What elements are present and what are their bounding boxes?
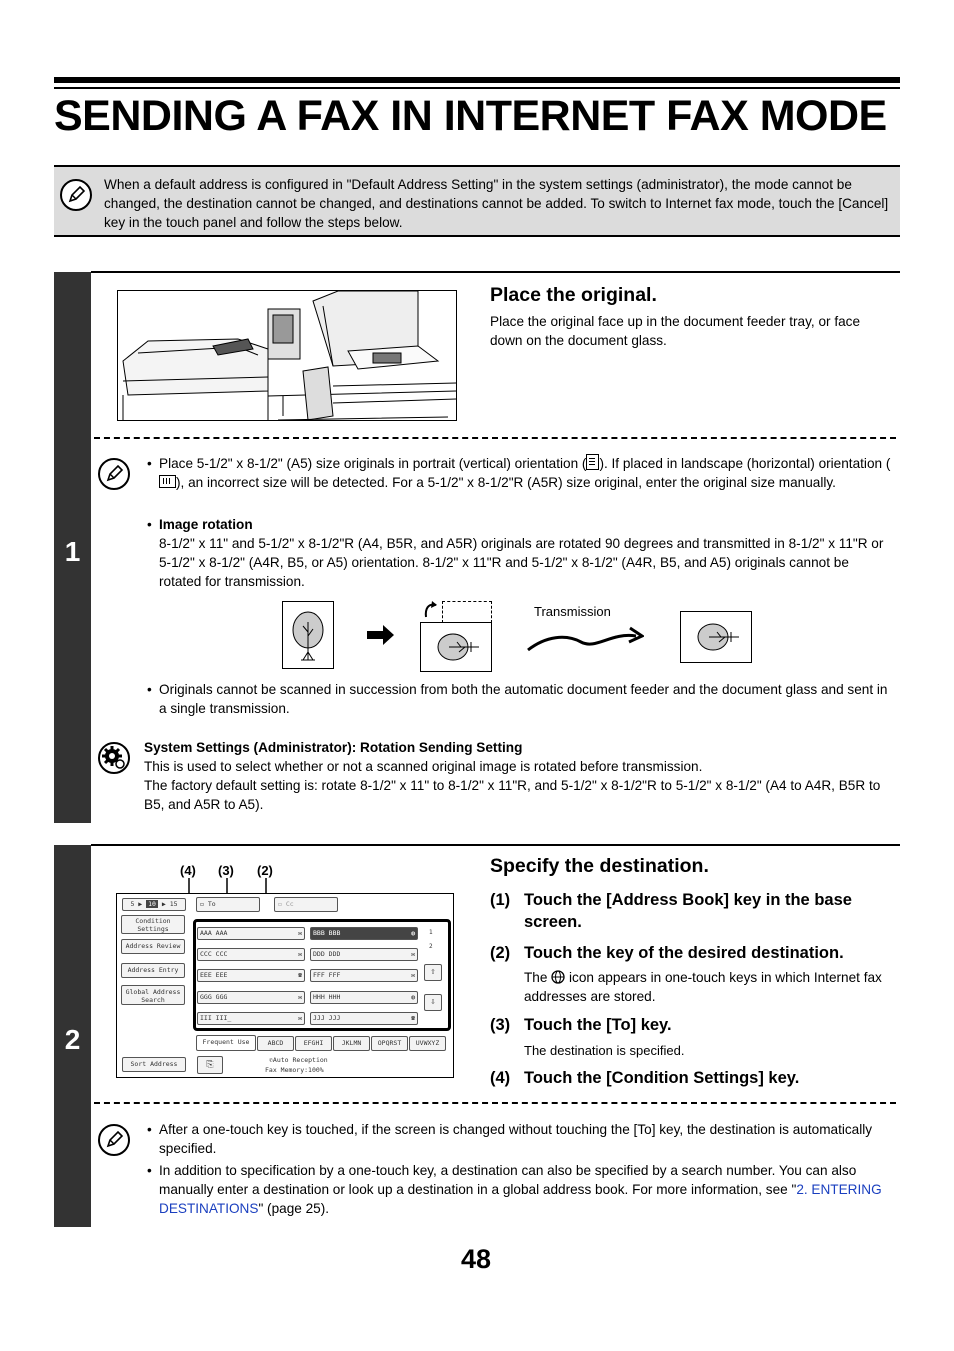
job-status-icon: ⎘ [206,1060,214,1070]
system-settings-line1: This is used to select whether or not a scanned original image is rotated before transmission. [144,759,703,774]
key-label: FFF FFF [313,971,341,979]
destination-key-ddd[interactable] [310,948,418,961]
to-button[interactable]: ▭ To [196,897,260,912]
item-number: (2) [490,944,511,962]
page-indicator-2: 2 [429,943,433,950]
step1-bullet-succession [147,680,894,718]
address-entry-button[interactable]: Address Entry [121,963,185,978]
bullet-dot: • [147,456,152,471]
right-arrow-icon [367,624,395,651]
up-arrow-icon: ⇧ [430,967,436,977]
mail-icon: ✉ [298,993,302,1001]
status-auto-reception [269,1056,328,1064]
job-status-button[interactable] [197,1056,223,1074]
callout-2: (2) [257,863,273,878]
step1-sidebar [54,272,91,823]
tab-uvwxyz[interactable]: UVWXYZ [409,1036,446,1051]
transmission-label: Transmission [534,604,611,619]
key-label: JJJ JJJ [313,1014,341,1022]
mail-icon: ✉ [411,950,415,958]
step2-heading: Specify the destination. [490,855,709,877]
bullet-text: " (page 25). [258,1201,330,1216]
bullet-text: In addition to specification by a one-touch key, a destination can also be specified by a search number. You can also manually enter a destination or look up a destination in a global address book. For more information, see " [159,1163,857,1197]
internet-fax-globe-icon [551,969,565,985]
rotation-title: Image rotation [159,517,253,532]
bullet-text: Originals cannot be scanned in succession from both the automatic document feeder and the document glass and sent in a single transmission. [159,682,888,716]
destination-key-jjj[interactable] [310,1012,418,1025]
status-fax-memory: Fax Memory:100% [265,1066,324,1074]
key-label: EEE EEE [200,971,228,979]
global-address-search-button[interactable]: Global Address Search [121,985,185,1005]
intro-note [54,165,900,237]
mail-icon: ✉ [411,971,415,979]
key-label: BBB BBB [313,929,341,937]
step2-item-4 [490,1067,890,1089]
item-text: Touch the [Address Book] key in the base screen. [524,891,852,931]
intro-note-text: When a default address is configured in "Default Address Setting" in the system settings (administrator), the mode cannot be changed, the destination cannot be changed, and destinations cannot be added. To switch to Internet fax mode, touch the [Cancel] key in the touch panel and follow the steps below. [104,177,889,230]
transmission-arrow-icon [526,622,644,661]
step1-heading: Place the original. [490,284,657,306]
scroll-down-button[interactable] [424,994,442,1011]
bullet-dot: • [147,1163,152,1178]
item-number: (3) [490,1016,511,1034]
step2-divider [94,1102,896,1104]
globe-icon: ◍ [411,929,415,937]
step2-bullet-auto-specify [147,1120,894,1158]
tab-jklmn[interactable]: JKLMN [333,1036,370,1051]
condition-settings-button[interactable]: Condition Settings [121,915,185,934]
destination-key-ggg[interactable] [197,991,305,1004]
sort-address-button[interactable]: Sort Address [122,1057,186,1072]
step2-sidebar [54,845,91,1227]
step1-divider [94,437,896,439]
rotation-outline [442,601,492,623]
callout-4: (4) [180,863,196,878]
down-arrow-icon: ⇩ [430,997,436,1007]
destination-key-fff[interactable] [310,969,418,982]
tree-icon [681,612,751,662]
phone-icon: ✆ [269,1056,273,1064]
mail-icon: ✉ [298,950,302,958]
rotated-page [420,622,492,672]
globe-icon: ◍ [411,993,415,1001]
original-portrait-page [282,601,334,669]
bullet-text: ), an incorrect size will be detected. For a 5-1/2" x 8-1/2"R (A5R) size original, enter the original size manually. [176,475,836,490]
step1-body: Place the original face up in the document feeder tray, or face down on the document glass. [490,314,861,348]
step2-item-1 [490,889,890,933]
step2-bullet-search [147,1161,894,1218]
mail-icon: ✉ [298,929,302,937]
key-label: GGG GGG [200,993,228,1001]
title-rule-top [54,77,900,83]
system-settings-gear-icon [98,742,130,774]
received-page [680,611,752,663]
key-label: AAA AAA [200,929,228,937]
key-label: HHH HHH [313,993,341,1001]
tree-icon [283,602,333,668]
phone-icon: ☎ [298,971,302,979]
bullet-dot: • [147,517,152,532]
note-text: The [524,970,548,985]
destination-key-aaa[interactable] [197,927,305,940]
scroll-up-button[interactable] [424,964,442,981]
portrait-orientation-icon [586,454,599,470]
system-settings-block [144,738,894,814]
pencil-icon [98,458,130,490]
key-label: DDD DDD [313,950,341,958]
destination-key-eee[interactable] [197,969,305,982]
step1-number: 1 [64,536,81,567]
callout-3: (3) [218,863,234,878]
copier-illustration [117,290,457,421]
destination-key-iii[interactable] [197,1012,305,1025]
step1-bullet-portrait [147,454,894,492]
destination-key-hhh[interactable] [310,991,418,1004]
system-settings-line2: The factory default setting is: rotate 8-1/2" x 11" to 8-1/2" x 11"R, and 5-1/2" x 8-1/2"R to 5-1/2" x 8-1/2" (A4 to A4R, B5R to B5, and A5R to A5). [144,778,881,812]
to-label: To [207,900,216,908]
page-title: SENDING A FAX IN INTERNET FAX MODE [54,92,887,140]
mail-icon: ✉ [298,1014,302,1022]
pencil-icon [60,179,92,211]
rotation-text: 8-1/2" x 11" and 5-1/2" x 8-1/2"R (A4, B5R, and A5R) originals are rotated 90 degrees and transmitted in 8-1/2" x 11"R or 5-1/2" x 8-1/2" (A4R, B5, or A5) orientation. 8-1/2" x 11"R and 5-1/2" x 8-1/2" (A4R, B5, and A5) originals cannot be rotated for transmission. [159,536,884,589]
step2-number: 2 [64,1024,81,1055]
bullet-text: Place 5-1/2" x 8-1/2" (A5) size originals in portrait (vertical) orientation ( [159,456,587,471]
item-number: (4) [490,1069,511,1087]
item-text: Touch the key of the desired destination. [524,944,844,962]
counter-selected: 10 [148,900,156,908]
item-text: Touch the [Condition Settings] key. [524,1069,800,1087]
step2-item-3 [490,1014,890,1036]
pencil-icon [98,1124,130,1156]
page-number: 48 [461,1244,492,1274]
step2-rule [91,844,900,846]
cc-button[interactable]: ▭ Cc [274,897,338,912]
step1-rule [91,271,900,273]
title-rule-bottom [54,87,900,89]
item2-note [524,968,894,1006]
counter-total: 15 [169,900,178,908]
page-indicator-1: 1 [429,929,433,936]
step1-bullet-rotation [147,515,894,591]
address-book-screen [116,893,454,1078]
key-label: CCC CCC [200,950,228,958]
key-label: III III_ [200,1014,232,1022]
tab-frequent-use[interactable]: Frequent Use [196,1035,256,1051]
rotate-arrow-icon [422,601,438,624]
tab-opqrst[interactable]: OPQRST [371,1036,408,1051]
bullet-dot: • [147,1122,152,1137]
item3-note: The destination is specified. [524,1043,685,1058]
landscape-orientation-icon [159,475,176,488]
bullet-dot: • [147,682,152,697]
cc-label: Cc [285,900,294,908]
tree-icon [421,623,491,671]
destination-key-bbb[interactable] [310,927,418,940]
item-text: Touch the [To] key. [524,1016,672,1034]
status-text: Auto Reception [272,1056,328,1064]
bullet-text: ). If placed in landscape (horizontal) orientation ( [599,456,891,471]
note-text: icon appears in one-touch keys in which Internet fax addresses are stored. [524,970,882,1004]
entering-destinations-link[interactable]: 2. ENTERING DESTINATIONS [159,1182,882,1216]
tab-abcd[interactable]: ABCD [257,1036,294,1051]
tab-efghi[interactable]: EFGHI [295,1036,332,1051]
system-settings-title: System Settings (Administrator): Rotation Sending Setting [144,740,523,755]
bullet-text: After a one-touch key is touched, if the screen is changed without touching the [To] key, the destination is automatically specified. [159,1122,873,1156]
destination-key-ccc[interactable] [197,948,305,961]
address-review-button[interactable]: Address Review [121,939,185,954]
phone-icon: ☎ [411,1014,415,1022]
counter-current: 5 [130,900,135,908]
page-counter[interactable]: 5 ▶ 10 ▶ 15 [122,898,186,911]
step2-item-2 [490,942,890,964]
item-number: (1) [490,891,511,909]
